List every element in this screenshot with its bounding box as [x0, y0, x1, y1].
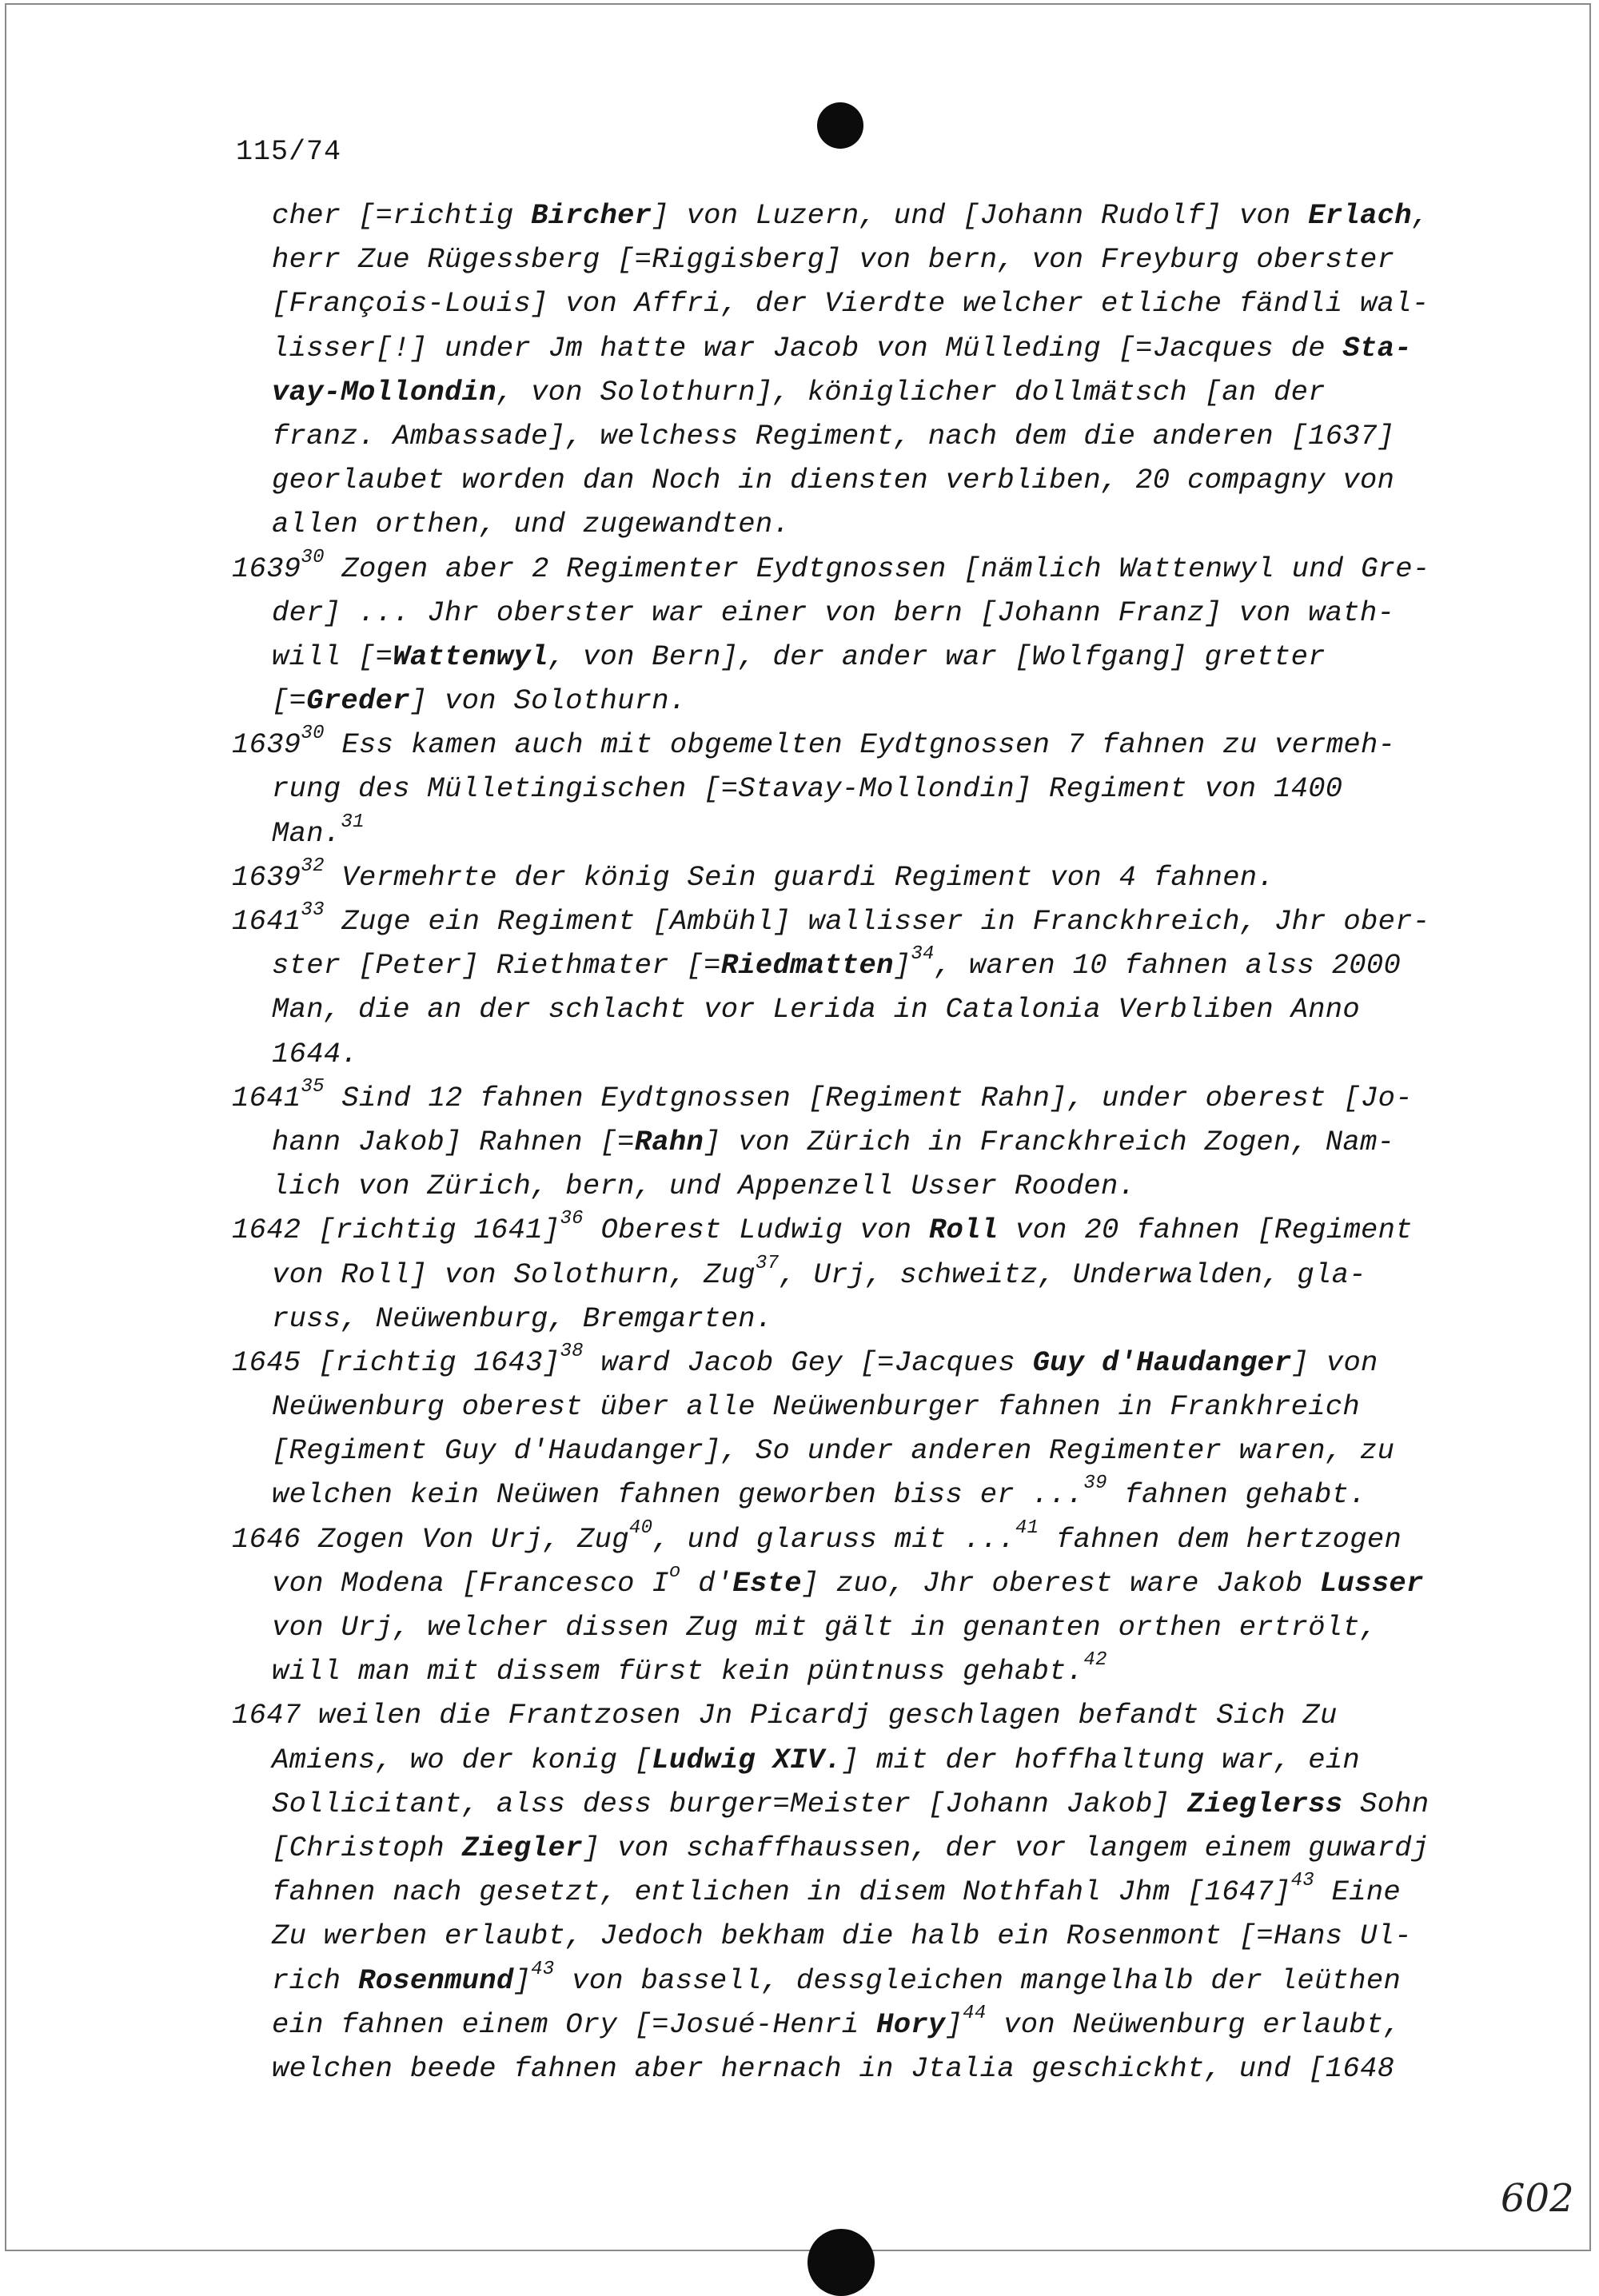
text-line — [232, 1914, 1479, 1958]
text-segment: ] von Zürich in Franckhreich Zogen, Nam- — [704, 1125, 1395, 1158]
text-segment: 1642 [richtig 1641] — [232, 1214, 560, 1247]
text-segment: ] von Luzern, und [Johann Rudolf] von — [652, 199, 1309, 232]
text-line — [232, 635, 1479, 679]
text-segment: [= — [272, 684, 307, 718]
footnote-ref: 44 — [963, 2002, 987, 2024]
text-segment: ein fahnen einem Ory [=Josué-Henri — [272, 2007, 877, 2041]
text-segment: ] — [893, 949, 911, 983]
text-line — [232, 547, 1479, 591]
text-segment: ward Jacob Gey [=Jacques — [583, 1345, 1033, 1379]
text-segment: 1639 — [232, 728, 301, 762]
text-line — [232, 1429, 1479, 1473]
text-line — [232, 193, 1479, 237]
footnote-ref: 42 — [1083, 1649, 1107, 1672]
footnote-ref: 38 — [560, 1340, 584, 1362]
page-id: 115/74 — [236, 136, 342, 168]
text-segment: fahnen gehabt. — [1107, 1478, 1366, 1512]
text-line — [232, 679, 1479, 723]
text-segment: allen orthen, und zugewandten. — [272, 508, 791, 541]
text-line — [232, 1120, 1479, 1164]
footnote-ref: 33 — [301, 899, 325, 921]
text-segment: georlaubet worden dan Noch in diensten verbliben, 20 compagny von — [272, 464, 1395, 497]
footnote-ref: 35 — [301, 1075, 325, 1098]
text-segment: ] von — [1291, 1345, 1378, 1379]
text-segment: will [= — [272, 640, 393, 673]
punch-hole-bottom — [807, 2229, 875, 2296]
text-segment: , und glaruss mit ... — [652, 1522, 1015, 1556]
footnote-ref: 43 — [531, 1958, 555, 1980]
text-line — [232, 458, 1479, 502]
punch-hole-top — [817, 102, 863, 149]
text-segment: lich von Zürich, bern, und Appenzell Usser Rooden. — [272, 1170, 1136, 1203]
text-segment: 1646 Zogen Von Urj, Zug — [232, 1522, 629, 1556]
text-segment: 1645 [richtig 1643] — [232, 1345, 560, 1379]
text-segment: russ, Neüwenburg, Bremgarten. — [272, 1301, 773, 1335]
text-segment: welchen kein Neüwen fahnen geworben biss er ... — [272, 1478, 1084, 1512]
text-line — [232, 1208, 1479, 1252]
text-segment: Zu werben erlaubt, Jedoch bekham die halb ein Rosenmont [=Hans Ul- — [272, 1919, 1412, 1953]
text-segment: von Modena [Francesco I — [272, 1566, 669, 1600]
text-segment: [Regiment Guy d'Haudanger], So under anderen Regimenter waren, zu — [272, 1434, 1395, 1468]
text-line — [232, 370, 1479, 414]
text-segment: , waren 10 fahnen alss 2000 — [934, 949, 1402, 983]
text-segment: fahnen dem hertzogen — [1039, 1522, 1402, 1556]
footnote-ref: 34 — [911, 943, 935, 966]
text-segment: der] ... Jhr oberster war einer von bern [Johann Franz] von wath- — [272, 596, 1395, 629]
text-line — [232, 1076, 1479, 1120]
bold-name: Lusser — [1319, 1566, 1424, 1600]
text-segment: Sind 12 fahnen Eydtgnossen [Regiment Rahn], under oberest [Jo- — [324, 1081, 1413, 1114]
text-line — [232, 855, 1479, 899]
text-line — [232, 1517, 1479, 1561]
text-segment: franz. Ambassade], welchess Regiment, nach dem die anderen [1637] — [272, 419, 1395, 452]
text-segment: ] mit der hoffhaltung war, ein — [841, 1743, 1361, 1776]
text-segment: 1641 — [232, 1081, 301, 1114]
text-line — [232, 1473, 1479, 1517]
bold-name: Ziegler — [461, 1831, 583, 1864]
footnote-ref: 36 — [560, 1208, 584, 1230]
text-segment: 1639 — [232, 552, 301, 585]
text-segment: ] von schaffhaussen, der vor langem einem guwardj — [582, 1831, 1430, 1864]
text-segment: Sohn — [1342, 1787, 1430, 1820]
text-segment: ] zuo, Jhr oberest ware Jakob — [801, 1566, 1320, 1600]
text-line — [232, 2003, 1479, 2047]
text-segment: Amiens, wo der konig [ — [272, 1743, 652, 1776]
text-line — [232, 326, 1479, 370]
text-line — [232, 1870, 1479, 1914]
text-segment: Neüwenburg oberest über alle Neüwenburger fahnen in Frankhreich — [272, 1390, 1361, 1424]
text-segment: 1641 — [232, 905, 301, 938]
text-line — [232, 943, 1479, 987]
text-segment: rich — [272, 1963, 359, 1997]
bold-name: Bircher — [531, 199, 652, 232]
text-segment: 1647 weilen die Frantzosen Jn Picardj geschlagen befandt Sich Zu — [232, 1699, 1338, 1732]
footnote-ref: 30 — [301, 723, 325, 745]
bold-name: Wattenwyl — [393, 640, 548, 673]
bold-name: Roll — [928, 1214, 999, 1247]
text-segment: ster [Peter] Riethmater [= — [272, 949, 721, 983]
text-line — [232, 1782, 1479, 1826]
text-line — [232, 1738, 1479, 1782]
text-line — [232, 237, 1479, 281]
bold-name: Rosenmund — [358, 1963, 514, 1997]
text-segment: Zuge ein Regiment [Ambühl] wallisser in Franckhreich, Jhr ober- — [324, 905, 1430, 938]
text-line — [232, 1959, 1479, 2003]
text-segment: ] — [945, 2007, 963, 2041]
text-segment: von Neüwenburg erlaubt, — [986, 2007, 1402, 2041]
text-segment: herr Zue Rügessberg [=Riggisberg] von bern, von Freyburg oberster — [272, 243, 1395, 277]
text-line — [232, 1032, 1479, 1076]
text-line — [232, 1385, 1479, 1429]
text-segment: 1644. — [272, 1037, 359, 1070]
footnote-ref: 37 — [755, 1252, 780, 1274]
text-segment: , Urj, schweitz, Underwalden, gla- — [779, 1258, 1366, 1291]
text-segment: von 20 fahnen [Regiment — [998, 1214, 1413, 1247]
text-line — [232, 811, 1479, 855]
footnote-ref: 32 — [301, 855, 325, 877]
text-segment: [François-Louis] von Affri, der Vierdte welcher etliche fändli wal- — [272, 287, 1430, 321]
text-segment: , von Bern], der ander war [Wolfgang] gretter — [548, 640, 1326, 673]
bold-name: Greder — [306, 684, 410, 718]
text-segment: welchen beede fahnen aber hernach in Jtalia geschickht, und [1648 — [272, 2051, 1395, 2085]
text-segment: 1639 — [232, 860, 301, 894]
text-line — [232, 1164, 1479, 1208]
text-line — [232, 414, 1479, 458]
footnote-ref: 39 — [1083, 1473, 1107, 1495]
text-segment: von Urj, welcher dissen Zug mit gält in genanten orthen ertrölt, — [272, 1611, 1378, 1644]
text-segment: ] von Solothurn. — [409, 684, 687, 718]
bold-name: vay-Mollondin — [272, 375, 496, 409]
text-segment: [Christoph — [272, 1831, 462, 1864]
text-segment: cher [=richtig — [272, 199, 532, 232]
text-line — [232, 1341, 1479, 1385]
text-line — [232, 987, 1479, 1031]
text-line — [232, 1297, 1479, 1341]
text-segment: Zogen aber 2 Regimenter Eydtgnossen [nämlich Wattenwyl und Gre- — [324, 552, 1430, 585]
text-segment: fahnen nach gesetzt, entlichen in disem Nothfahl Jhm [1647] — [272, 1875, 1291, 1909]
text-segment: von bassell, dessgleichen mangelhalb der leüthen — [554, 1963, 1402, 1997]
text-line — [232, 1253, 1479, 1297]
bold-name: Sta- — [1342, 331, 1412, 365]
footnote-ref: 43 — [1290, 1870, 1315, 1892]
text-line — [232, 1605, 1479, 1649]
footnote-ref: 40 — [628, 1517, 653, 1539]
text-line — [232, 1826, 1479, 1870]
footnote-ref: 41 — [1015, 1517, 1039, 1539]
text-line — [232, 899, 1479, 943]
text-segment: Man. — [272, 816, 341, 850]
text-segment: rung des Mülletingischen [=Stavay-Mollondin] Regiment von 1400 — [272, 772, 1343, 806]
text-segment: Oberest Ludwig von — [583, 1214, 929, 1247]
bold-name: Riedmatten — [720, 949, 894, 983]
text-segment: Sollicitant, alss dess burger=Meister [Johann Jakob] — [272, 1787, 1187, 1820]
bold-name: Zieglerss — [1186, 1787, 1343, 1820]
bold-name: Ludwig XIV. — [652, 1743, 842, 1776]
text-segment: , — [1411, 199, 1430, 232]
bold-name: Guy d'Haudanger — [1032, 1345, 1292, 1379]
text-line — [232, 767, 1479, 811]
document-body — [232, 193, 1479, 2091]
text-segment: , von Solothurn], königlicher dollmätsch [an der — [496, 375, 1326, 409]
bold-name: Erlach — [1308, 199, 1412, 232]
text-segment: Man, die an der schlacht vor Lerida in Catalonia Verbliben Anno — [272, 993, 1361, 1026]
text-segment: lisser[!] under Jm hatte war Jacob von Mülleding [=Jacques de — [272, 331, 1343, 365]
text-segment: von Roll] von Solothurn, Zug — [272, 1258, 756, 1291]
text-segment: d' — [680, 1566, 733, 1600]
text-segment: Eine — [1314, 1875, 1402, 1909]
text-segment: hann Jakob] Rahnen [= — [272, 1125, 635, 1158]
text-line — [232, 502, 1479, 546]
text-line — [232, 1693, 1479, 1737]
text-line — [232, 2047, 1479, 2091]
text-segment: will man mit dissem fürst kein püntnuss gehabt. — [272, 1655, 1084, 1688]
text-line — [232, 1649, 1479, 1693]
text-line — [232, 723, 1479, 767]
footnote-ref: 30 — [301, 546, 325, 568]
text-segment: Ess kamen auch mit obgemelten Eydtgnossen 7 fahnen zu vermeh- — [324, 728, 1396, 762]
text-line — [232, 1561, 1479, 1605]
text-segment: ] — [513, 1963, 532, 1997]
text-line — [232, 281, 1479, 325]
text-segment: Vermehrte der könig Sein guardi Regiment von 4 fahnen. — [324, 860, 1275, 894]
bold-name: Este — [732, 1566, 802, 1600]
footnote-ref: 31 — [341, 811, 365, 833]
bold-name: Rahn — [634, 1125, 704, 1158]
footnote-ref: o — [668, 1561, 681, 1583]
bold-name: Hory — [876, 2007, 946, 2041]
text-line — [232, 591, 1479, 635]
folio-number: 602 — [1501, 2176, 1574, 2221]
